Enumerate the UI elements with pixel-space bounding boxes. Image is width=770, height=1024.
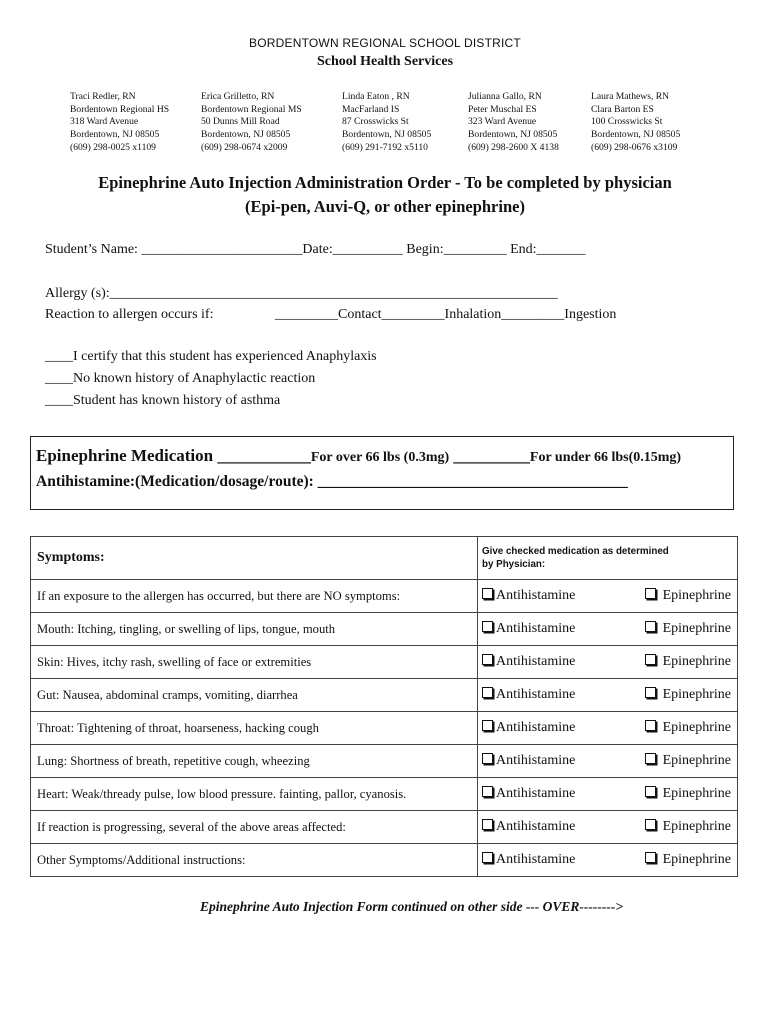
epinephrine-label: Epinephrine bbox=[662, 720, 731, 735]
blank[interactable]: _________ bbox=[449, 446, 530, 465]
nurse-contact bbox=[342, 91, 431, 155]
medication-options bbox=[478, 646, 738, 679]
reaction-label: Reaction to allergen occurs if: bbox=[45, 307, 214, 322]
nurse-name: Erica Grilletto, RN bbox=[201, 91, 275, 102]
continued-notice: Epinephrine Auto Injection Form continued on other side --- OVER--------> bbox=[200, 899, 624, 914]
nurse-contact bbox=[591, 91, 680, 155]
nurse-phone: (609) 298-0674 x2009 bbox=[201, 141, 288, 153]
table-row bbox=[31, 844, 738, 877]
checkbox-icon[interactable] bbox=[645, 621, 656, 632]
epinephrine-option[interactable] bbox=[645, 819, 731, 835]
symptom-text: If reaction is progressing, several of the above areas affected: bbox=[31, 811, 478, 844]
medication-options bbox=[478, 844, 738, 877]
medication-options bbox=[478, 580, 738, 613]
nurse-phone: (609) 298-2600 X 4138 bbox=[468, 141, 559, 153]
table-header-row bbox=[31, 537, 738, 580]
epinephrine-label: Epinephrine bbox=[662, 753, 731, 768]
checkbox-icon[interactable] bbox=[645, 753, 656, 764]
nurse-address: 100 Crosswicks St bbox=[591, 116, 663, 128]
anaphylaxis-check[interactable]: ____I certify that this student has experienced Anaphylaxis bbox=[45, 349, 377, 364]
nurse-address: 50 Dunns Mill Road bbox=[201, 116, 280, 128]
table-row bbox=[31, 646, 738, 679]
nurse-name: Linda Eaton , RN bbox=[342, 91, 410, 102]
nurse-city: Bordentown, NJ 08505 bbox=[591, 129, 681, 141]
checkbox-icon[interactable] bbox=[482, 621, 493, 632]
medication-options bbox=[478, 712, 738, 745]
medication-options bbox=[478, 613, 738, 646]
medication-options bbox=[478, 679, 738, 712]
epinephrine-option[interactable] bbox=[645, 786, 731, 802]
allergy-line[interactable]: Allergy (s):________________________________________________________________ bbox=[45, 286, 558, 301]
symptom-text: Other Symptoms/Additional instructions: bbox=[31, 844, 478, 877]
symptom-text: Gut: Nausea, abdominal cramps, vomiting, diarrhea bbox=[31, 679, 478, 712]
epinephrine-option[interactable] bbox=[645, 753, 731, 769]
nurse-contact bbox=[468, 91, 559, 155]
nurse-address: 87 Crosswicks St bbox=[342, 116, 409, 128]
nurse-address: 323 Ward Avenue bbox=[468, 116, 537, 128]
nurse-phone: (609) 298-0676 x3109 bbox=[591, 141, 678, 153]
symptom-text: Heart: Weak/thready pulse, low blood pressure. fainting, pallor, cyanosis. bbox=[31, 778, 478, 811]
table-row bbox=[31, 745, 738, 778]
antihistamine-label: Antihistamine bbox=[496, 654, 576, 669]
epinephrine-label: Epinephrine Medication bbox=[36, 446, 214, 465]
medication-header-line2: by Physician: bbox=[482, 559, 546, 570]
epinephrine-medication-line[interactable] bbox=[36, 446, 681, 466]
asthma-check[interactable]: ____Student has known history of asthma bbox=[45, 393, 281, 408]
medication-options bbox=[478, 811, 738, 844]
checkbox-icon[interactable] bbox=[645, 786, 656, 797]
antihistamine-option[interactable] bbox=[482, 720, 575, 736]
table-row bbox=[31, 580, 738, 613]
checkbox-icon[interactable] bbox=[645, 852, 656, 863]
nurse-school: Clara Barton ES bbox=[591, 103, 654, 115]
epinephrine-label: Epinephrine bbox=[662, 786, 731, 801]
antihistamine-line[interactable]: Antihistamine:(Medication/dosage/route): ________________________________________ bbox=[36, 473, 628, 490]
antihistamine-label: Antihistamine bbox=[496, 588, 576, 603]
medication-options bbox=[478, 745, 738, 778]
form-title-line2: (Epi-pen, Auvi-Q, or other epinephrine) bbox=[245, 197, 525, 216]
symptom-text: Lung: Shortness of breath, repetitive cough, wheezing bbox=[31, 745, 478, 778]
nurse-contact bbox=[70, 91, 169, 155]
nurse-school: MacFarland IS bbox=[342, 103, 400, 115]
epinephrine-label: Epinephrine bbox=[662, 852, 731, 867]
nurse-city: Bordentown, NJ 08505 bbox=[342, 129, 432, 141]
reaction-options[interactable]: _________Contact_________Inhalation_________Ingestion bbox=[275, 307, 617, 322]
medication-header bbox=[478, 537, 738, 580]
epinephrine-label: Epinephrine bbox=[662, 819, 731, 834]
checkbox-icon[interactable] bbox=[645, 819, 656, 830]
nurse-phone: (609) 298-0025 x1109 bbox=[70, 141, 156, 153]
no-history-check[interactable]: ____No known history of Anaphylactic reaction bbox=[45, 371, 316, 386]
checkbox-icon[interactable] bbox=[482, 588, 493, 599]
epinephrine-label: Epinephrine bbox=[662, 621, 731, 636]
form-title bbox=[0, 171, 770, 219]
epinephrine-label: Epinephrine bbox=[662, 588, 731, 603]
epinephrine-label: Epinephrine bbox=[662, 687, 731, 702]
table-row bbox=[31, 613, 738, 646]
nurse-name: Laura Mathews, RN bbox=[591, 91, 670, 102]
antihistamine-option[interactable] bbox=[482, 753, 575, 769]
antihistamine-option[interactable] bbox=[482, 852, 575, 868]
over-66-label: For over 66 lbs (0.3mg) bbox=[310, 450, 450, 465]
nurse-city: Bordentown, NJ 08505 bbox=[201, 129, 291, 141]
nurse-city: Bordentown, NJ 08505 bbox=[70, 129, 160, 141]
nurse-phone: (609) 291-7192 x5110 bbox=[342, 141, 428, 153]
table-row bbox=[31, 712, 738, 745]
antihistamine-option[interactable] bbox=[482, 588, 575, 604]
symptoms-table bbox=[30, 536, 738, 877]
nurse-name: Traci Redler, RN bbox=[70, 91, 136, 102]
antihistamine-option[interactable] bbox=[482, 621, 575, 637]
checkbox-icon[interactable] bbox=[645, 720, 656, 731]
nurse-school: Bordentown Regional MS bbox=[201, 103, 302, 115]
antihistamine-label: Antihistamine bbox=[496, 621, 576, 636]
checkbox-icon[interactable] bbox=[482, 753, 493, 764]
department-title: School Health Services bbox=[316, 54, 454, 69]
epinephrine-option[interactable] bbox=[645, 852, 731, 868]
symptoms-header: Symptoms: bbox=[31, 537, 478, 580]
antihistamine-label: Antihistamine bbox=[496, 852, 576, 867]
symptom-text: Mouth: Itching, tingling, or swelling of lips, tongue, mouth bbox=[31, 613, 478, 646]
checkbox-icon[interactable] bbox=[482, 852, 493, 863]
checkbox-icon[interactable] bbox=[482, 687, 493, 698]
checkbox-icon[interactable] bbox=[482, 819, 493, 830]
antihistamine-label: Antihistamine bbox=[496, 786, 576, 801]
nurse-city: Bordentown, NJ 08505 bbox=[468, 129, 558, 141]
student-info-line[interactable]: Student’s Name: _______________________Date:__________ Begin:_________ End:_______ bbox=[45, 242, 586, 257]
epinephrine-label: Epinephrine bbox=[662, 654, 731, 669]
epinephrine-option[interactable] bbox=[645, 588, 731, 604]
table-row bbox=[31, 778, 738, 811]
antihistamine-option[interactable] bbox=[482, 786, 575, 802]
medication-header-line1: Give checked medication as determined bbox=[482, 546, 669, 557]
antihistamine-label: Antihistamine bbox=[496, 819, 576, 834]
checkbox-icon[interactable] bbox=[645, 588, 656, 599]
nurse-school: Bordentown Regional HS bbox=[70, 103, 170, 115]
antihistamine-label: Antihistamine bbox=[496, 687, 576, 702]
checkbox-icon[interactable] bbox=[645, 654, 656, 665]
epinephrine-option[interactable] bbox=[645, 654, 731, 670]
antihistamine-label: Antihistamine bbox=[496, 720, 576, 735]
epinephrine-option[interactable] bbox=[645, 720, 731, 736]
nurse-name: Julianna Gallo, RN bbox=[468, 91, 542, 102]
symptom-text: Throat: Tightening of throat, hoarseness, hacking cough bbox=[31, 712, 478, 745]
antihistamine-option[interactable] bbox=[482, 819, 575, 835]
form-title-line1: Epinephrine Auto Injection Administration Order - To be completed by physician bbox=[98, 173, 672, 192]
table-row bbox=[31, 811, 738, 844]
symptom-text: If an exposure to the allergen has occurred, but there are NO symptoms: bbox=[31, 580, 478, 613]
antihistamine-label: Antihistamine bbox=[496, 753, 576, 768]
checkbox-icon[interactable] bbox=[645, 687, 656, 698]
nurse-contact bbox=[201, 91, 302, 155]
blank[interactable]: ___________ bbox=[213, 446, 311, 465]
antihistamine-option[interactable] bbox=[482, 687, 575, 703]
antihistamine-option[interactable] bbox=[482, 654, 575, 670]
district-name: BORDENTOWN REGIONAL SCHOOL DISTRICT bbox=[249, 36, 521, 50]
nurse-address: 318 Ward Avenue bbox=[70, 116, 139, 128]
checkbox-icon[interactable] bbox=[482, 654, 493, 665]
medication-options bbox=[478, 778, 738, 811]
epinephrine-option[interactable] bbox=[645, 687, 731, 703]
symptom-text: Skin: Hives, itchy rash, swelling of face or extremities bbox=[31, 646, 478, 679]
checkbox-icon[interactable] bbox=[482, 720, 493, 731]
table-row bbox=[31, 679, 738, 712]
nurse-school: Peter Muschal ES bbox=[468, 103, 537, 115]
epinephrine-option[interactable] bbox=[645, 621, 731, 637]
checkbox-icon[interactable] bbox=[482, 786, 493, 797]
under-66-label: For under 66 lbs(0.15mg) bbox=[529, 450, 682, 465]
